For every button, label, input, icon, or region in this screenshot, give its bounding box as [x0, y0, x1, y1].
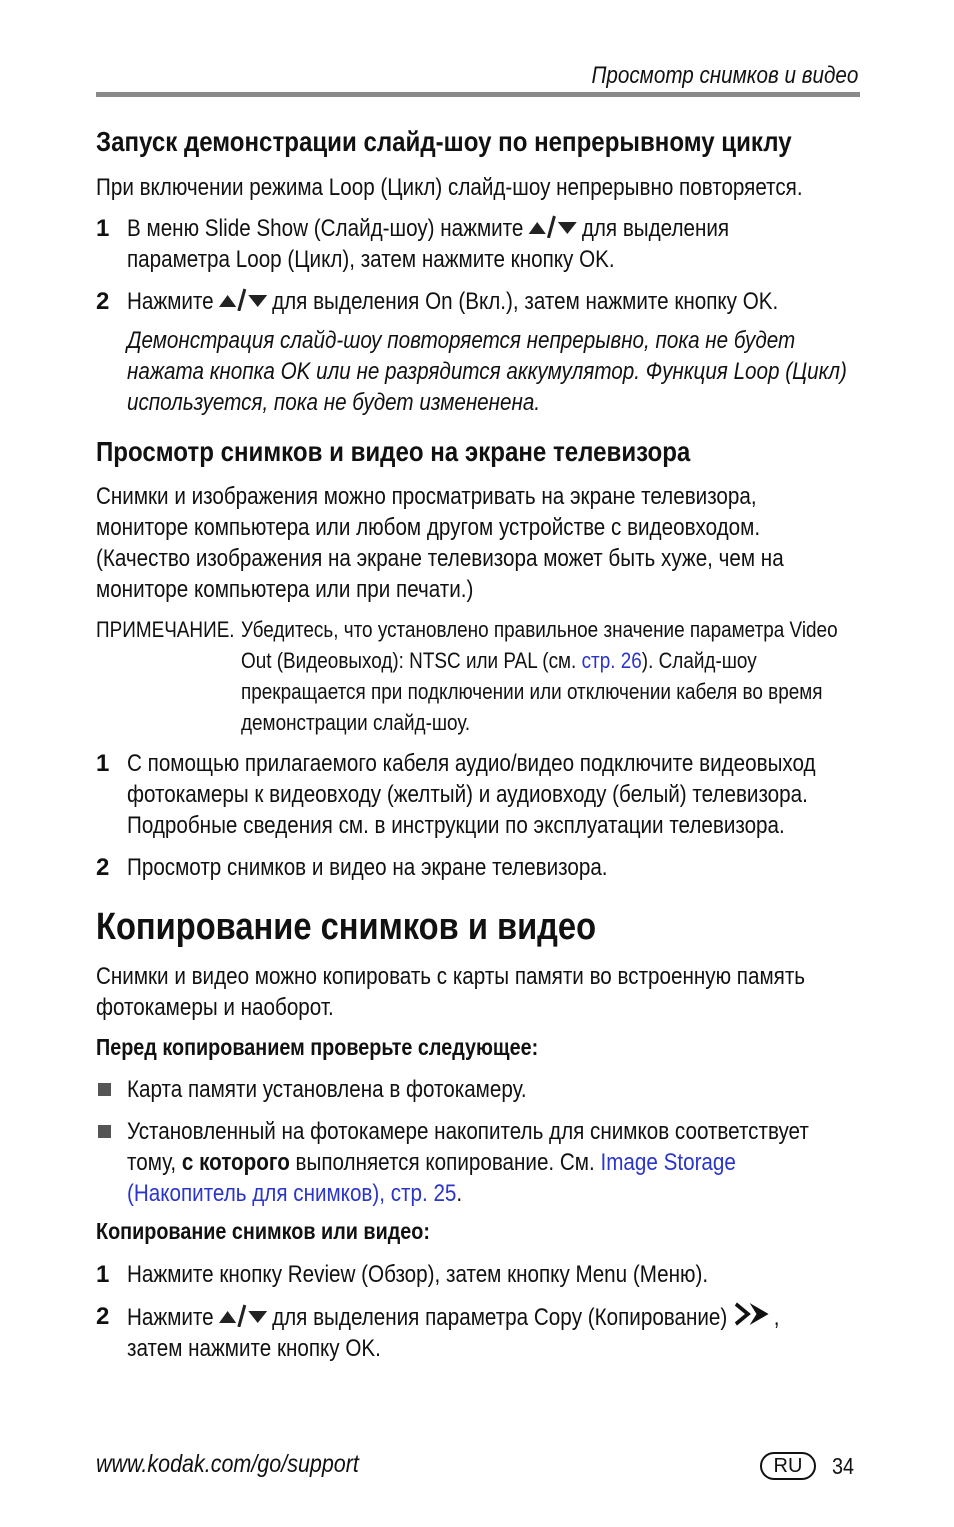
- bullet-square-icon: [98, 1083, 111, 1096]
- page-number: 34: [832, 1453, 855, 1479]
- step-number: 2: [96, 1303, 110, 1330]
- up-down-arrows-icon: [217, 287, 269, 311]
- loop-step-2: 2 Нажмите для выделения On (Вкл.), затем нажмите кнопку OK.: [96, 288, 779, 315]
- step-number: 2: [96, 854, 110, 881]
- copy-step-1: 1 Нажмите кнопку Review (Обзор), затем кнопку Menu (Меню).: [96, 1261, 709, 1288]
- check-heading: Перед копированием проверьте следующее:: [96, 1034, 539, 1060]
- check-bullet-1: Карта памяти установлена в фотокамеру.: [96, 1074, 856, 1105]
- check-bullet-2: Установленный на фотокамере накопитель для снимков соответствует тому, с которого выполняется копирование. См. Image Storage (Накопитель для снимков), стр. 25.: [96, 1116, 856, 1209]
- copy-intro: Снимки и видео можно копировать с карты памяти во встроенную память фотокамеры и наоборот.: [96, 963, 806, 1021]
- section-heading-tv: Просмотр снимков и видео на экране телевизора: [96, 436, 691, 467]
- up-down-arrows-icon: [527, 214, 579, 238]
- section-heading-loop: Запуск демонстрации слайд-шоу по непрерывному циклу: [96, 126, 792, 157]
- step-number: 1: [96, 215, 110, 242]
- copy-heading: Копирование снимков или видео:: [96, 1218, 430, 1244]
- image-storage-link[interactable]: Image Storage: [600, 1149, 736, 1176]
- up-down-arrows-icon: [217, 1303, 269, 1327]
- loop-step-1: 1 В меню Slide Show (Слайд-шоу) нажмите для выделения параметра Loop (Цикл), затем нажмите кнопку OK.: [96, 215, 730, 273]
- note-label: ПРИМЕЧАНИЕ.: [96, 617, 235, 642]
- tv-step-1: 1 С помощью прилагаемого кабеля аудио/видео подключите видеовыход фотокамеры к видеовходу (желтый) и аудиовходу (белый) телевизора. Подробные сведения см. в инструкции по эксплуатации телевизора.: [96, 750, 816, 839]
- loop-result: Демонстрация слайд-шоу повторяется непрерывно, пока не будет нажата кнопка OK или не разрядится аккумулятор. Функция Loop (Цикл) используется, пока не будет измененена.: [127, 327, 847, 416]
- running-header: Просмотр снимков и видео: [591, 62, 858, 89]
- tv-note: ПРИМЕЧАНИЕ. Убедитесь, что установлено правильное значение параметра Video Out (Видеовыход): NTSC или PAL (см. стр. 26). Слайд-шоу прекращается при подключении или отключении кабеля во время демонстрации слайд-шоу.: [96, 614, 856, 738]
- loop-intro: При включении режима Loop (Цикл) слайд-шоу непрерывно повторяется.: [96, 174, 803, 201]
- bullet-square-icon: [98, 1125, 111, 1138]
- tv-intro: Снимки и изображения можно просматривать на экране телевизора, мониторе компьютера или любом другом устройстве с видеовходом. (Качество изображения на экране телевизора может быть хуже, чем на мониторе компьютера или при печати.): [96, 483, 784, 603]
- language-badge: RU: [760, 1452, 816, 1480]
- step-number: 1: [96, 750, 110, 777]
- footer-url[interactable]: www.kodak.com/go/support: [96, 1450, 359, 1478]
- page-26-link[interactable]: стр. 26: [581, 648, 642, 673]
- step-number: 1: [96, 1261, 110, 1288]
- section-heading-copy: Копирование снимков и видео: [96, 906, 597, 948]
- tv-step-2: 2 Просмотр снимков и видео на экране телевизора.: [96, 854, 608, 881]
- copy-step-2: 2 Нажмите для выделения параметра Copy (Копирование) , затем нажмите кнопку OK.: [96, 1303, 780, 1362]
- image-storage-link-cont[interactable]: (Накопитель для снимков), стр. 25: [127, 1180, 457, 1207]
- header-rule: [96, 92, 860, 97]
- copy-chevrons-icon: [734, 1301, 772, 1327]
- step-number: 2: [96, 288, 110, 315]
